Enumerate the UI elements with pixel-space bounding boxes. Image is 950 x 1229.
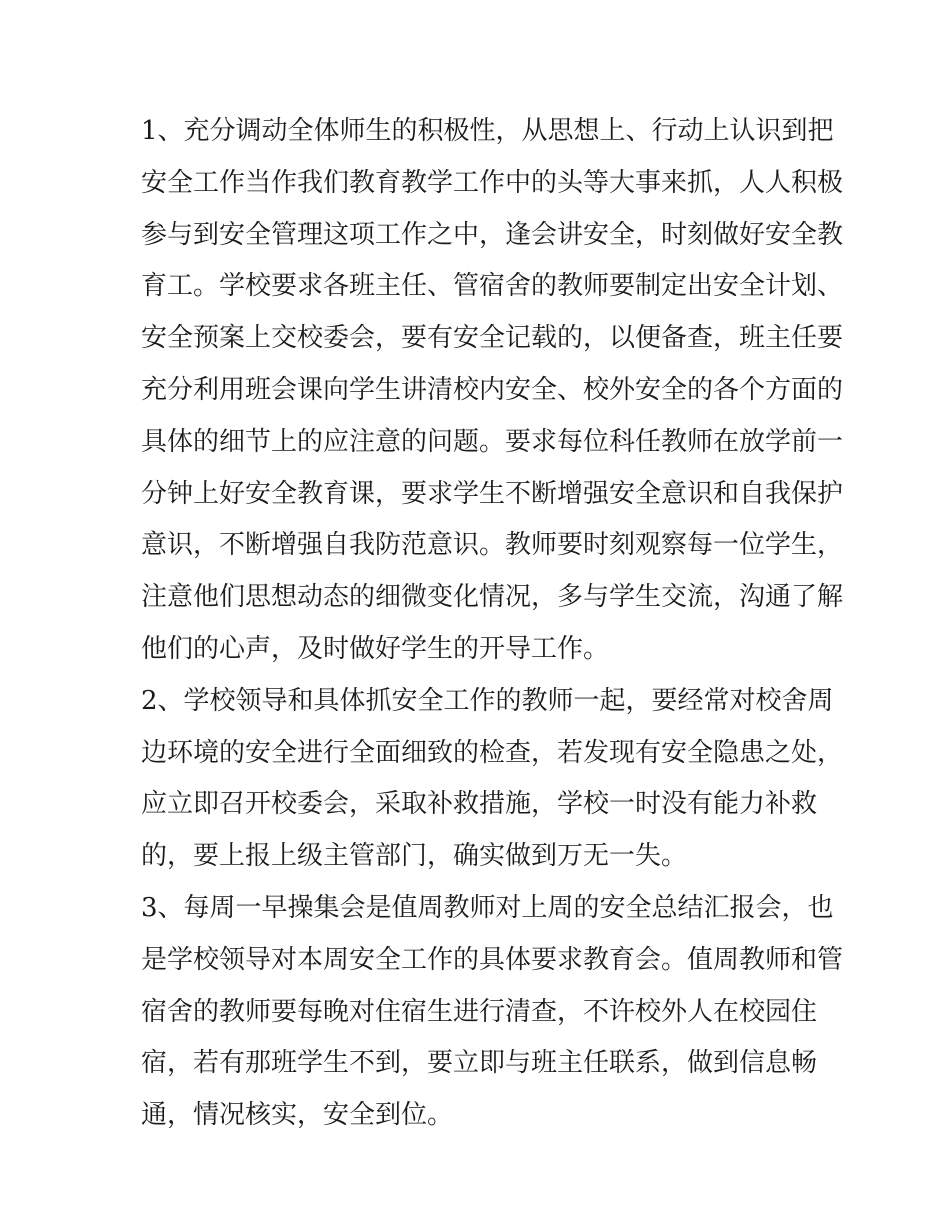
text-line: 分钟上好安全教育课，要求学生不断增强安全意识和自我保护 xyxy=(141,478,844,509)
text-line: 他们的心声，及时做好学生的开导工作。 xyxy=(141,633,610,664)
document-body xyxy=(141,106,844,1142)
paragraph-2 xyxy=(141,676,844,883)
text-line: 边环境的安全进行全面细致的检查，若发现有安全隐患之处， xyxy=(141,737,844,768)
text-line: 安全工作当作我们教育教学工作中的头等大事来抓，人人积极 xyxy=(141,167,844,198)
text-line: 充分利用班会课向学生讲清校内安全、校外安全的各个方面的 xyxy=(141,374,844,405)
paragraph-3 xyxy=(141,883,844,1142)
text-line: 是学校领导对本周安全工作的具体要求教育会。值周教师和管 xyxy=(141,944,844,975)
text-line: 具体的细节上的应注意的问题。要求每位科任教师在放学前一 xyxy=(141,426,844,457)
text-line: 注意他们思想动态的细微变化情况，多与学生交流，沟通了解 xyxy=(141,582,844,613)
text-line: 3、每周一早操集会是值周教师对上周的安全总结汇报会，也 xyxy=(141,892,834,923)
text-line: 2、学校领导和具体抓安全工作的教师一起，要经常对校舍周 xyxy=(141,685,834,716)
text-line: 宿，若有那班学生不到，要立即与班主任联系，做到信息畅 xyxy=(141,1048,818,1079)
text-line: 应立即召开校委会，采取补救措施，学校一时没有能力补救 xyxy=(141,789,818,820)
text-line: 1、充分调动全体师生的积极性，从思想上、行动上认识到把 xyxy=(141,116,834,146)
text-line: 育工。学校要求各班主任、管宿舍的教师要制定出安全计划、 xyxy=(141,271,844,302)
text-line: 的，要上报上级主管部门，确实做到万无一失。 xyxy=(141,841,688,872)
text-line: 通，情况核实，安全到位。 xyxy=(141,1100,454,1131)
paragraph-1 xyxy=(141,106,844,676)
text-line: 宿舍的教师要每晚对住宿生进行清查，不许校外人在校园住 xyxy=(141,996,818,1027)
text-line: 安全预案上交校委会，要有安全记载的，以便备查，班主任要 xyxy=(141,323,844,354)
text-line: 参与到安全管理这项工作之中，逢会讲安全，时刻做好安全教 xyxy=(141,219,844,250)
text-line: 意识，不断增强自我防范意识。教师要时刻观察每一位学生， xyxy=(141,530,844,561)
